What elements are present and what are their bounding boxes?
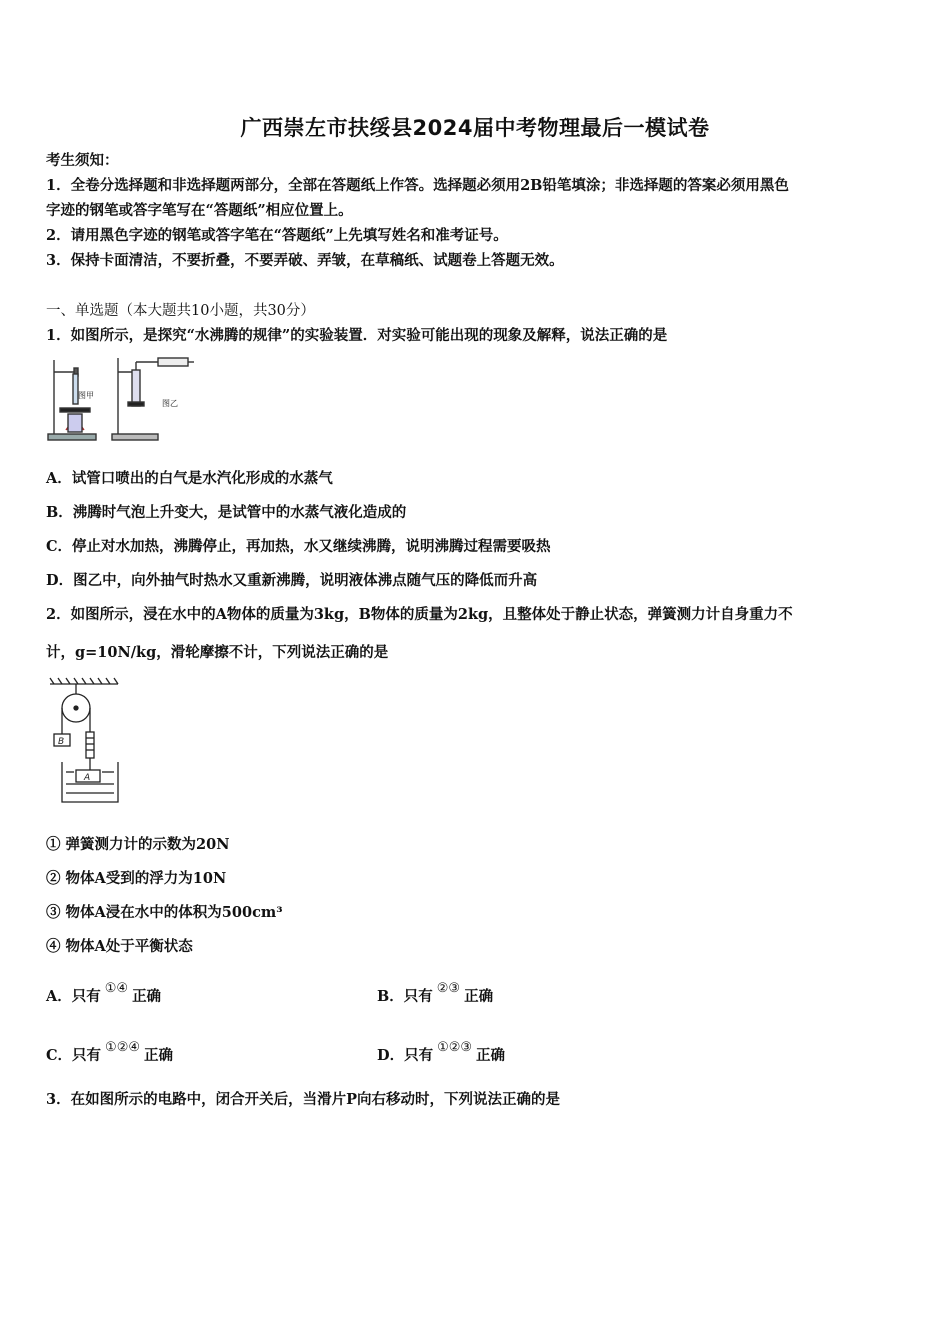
notice-item-2: 2．请用黑色字迹的钢笔或答字笔在“答题纸”上先填写姓名和准考证号。 [46, 227, 508, 244]
q1-figure [46, 354, 196, 446]
fig-b-label: 图乙 [162, 399, 178, 408]
q1-option-c: C．停止对水加热，沸腾停止，再加热，水又继续沸腾，说明沸腾过程需要吸热 [46, 538, 551, 555]
q2-statement-4: ④ 物体A处于平衡状态 [46, 938, 193, 955]
q2-stem-line1: 2．如图所示，浸在水中的A物体的质量为3kg，B物体的质量为2kg，且整体处于静止状态，弹簧测力计自身重力不 [46, 606, 793, 623]
figure-a-apparatus [48, 360, 96, 440]
q2-option-d: D．只有 ①②③ 正确 [377, 1040, 506, 1064]
notice-item-1-cont: 字迹的钢笔或答字笔写在“答题纸”相应位置上。 [46, 202, 353, 219]
q2-option-b: B．只有 ②③ 正确 [377, 981, 494, 1005]
q2-option-a: A．只有 ①④ 正确 [46, 981, 162, 1005]
page-title: 广西崇左市扶绥县2024届中考物理最后一模试卷 [240, 116, 710, 140]
section-heading: 一、单选题（本大题共10小题，共30分） [46, 303, 315, 319]
fig-a-label: 图甲 [78, 391, 94, 400]
q2-statement-3: ③ 物体A浸在水中的体积为500cm³ [46, 904, 283, 921]
notice-heading: 考生须知： [46, 152, 119, 169]
q1-option-a: A．试管口喷出的白气是水汽化形成的水蒸气 [46, 470, 333, 487]
q2-figure [46, 676, 122, 808]
q1-option-b: B．沸腾时气泡上升变大，是试管中的水蒸气液化造成的 [46, 504, 407, 521]
q1-stem: 1．如图所示，是探究“水沸腾的规律”的实验装置．对实验可能出现的现象及解释，说法正确的是 [46, 327, 668, 344]
q2-statement-2: ② 物体A受到的浮力为10N [46, 870, 227, 887]
q3-stem: 3．在如图所示的电路中，闭合开关后，当滑片P向右移动时，下列说法正确的是 [46, 1091, 560, 1108]
figure-b-apparatus [112, 358, 194, 440]
label-b: B [58, 737, 65, 747]
notice-item-3: 3．保持卡面清洁，不要折叠，不要弄破、弄皱，在草稿纸、试题卷上答题无效。 [46, 252, 564, 269]
label-a: A [84, 773, 91, 783]
q1-option-d: D．图乙中，向外抽气时热水又重新沸腾，说明液体沸点随气压的降低而升高 [46, 572, 538, 589]
q2-option-c: C．只有 ①②④ 正确 [46, 1040, 174, 1064]
notice-item-1: 1．全卷分选择题和非选择题两部分，全部在答题纸上作答。选择题必须用2B铅笔填涂；非选择题的答案必须用黑色 [46, 177, 789, 194]
q2-stem-line2: 计，g=10N/kg，滑轮摩擦不计，下列说法正确的是 [46, 644, 389, 661]
q2-statement-1: ① 弹簧测力计的示数为20N [46, 836, 230, 853]
